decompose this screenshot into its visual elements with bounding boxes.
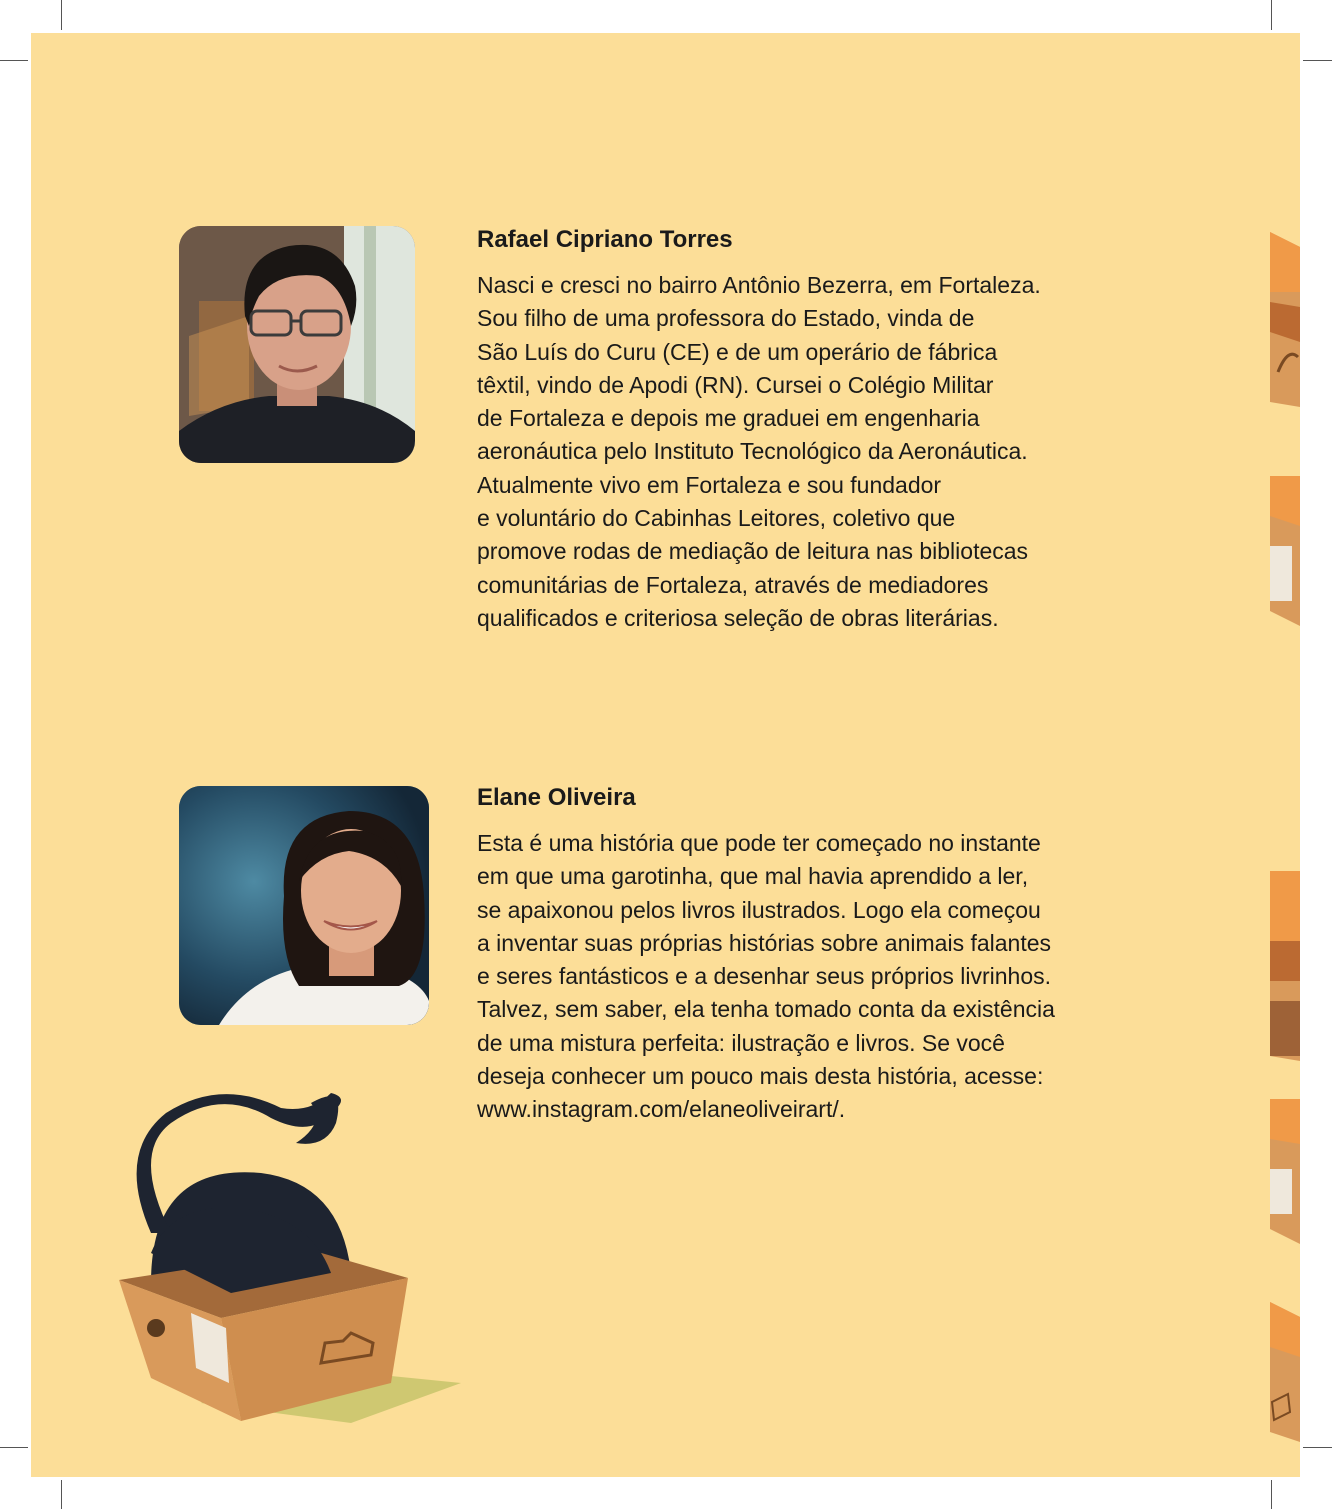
author-name: Rafael Cipriano Torres [477,226,733,253]
bio-line: Esta é uma história que pode ter começado no instante [477,830,1041,856]
bio-line: de uma mistura perfeita: ilustração e livros. Se você [477,1029,1005,1056]
bio-line: de Fortaleza e depois me graduei em engenharia [477,405,980,432]
box-fragment-icon [1270,871,1300,1061]
author-portrait-man-icon [179,226,415,463]
author-bio [477,827,1117,1127]
bio-line: Sou filho de uma professora do Estado, vinda de [477,305,975,332]
bio-line: aeronáutica pelo Instituto Tecnológico da Aeronáutica. [477,438,1028,465]
bio-line: São Luís do Curu (CE) e de um operário de fábrica [477,338,998,365]
author-bio-block [477,783,1117,1127]
bio-line: comunitárias de Fortaleza, através de mediadores [477,571,989,598]
crop-mark [1271,0,1272,30]
box-fragment-icon [1270,232,1300,407]
bio-line: em que uma garotinha, que mal havia aprendido a ler, [477,863,1029,890]
bio-line: têxtil, vindo de Apodi (RN). Cursei o Colégio Militar [477,371,994,398]
bio-line: qualificados e criteriosa seleção de obras literárias. [477,604,999,631]
crop-mark [0,60,28,61]
box-fragment-icon [1270,476,1300,626]
author-name: Elane Oliveira [477,784,636,811]
page [31,33,1300,1477]
crop-mark [1303,60,1332,61]
crop-mark [61,1480,62,1509]
bio-line: deseja conhecer um pouco mais desta história, acesse: [477,1063,1044,1090]
bio-line: a inventar suas próprias histórias sobre animais falantes [477,929,1052,956]
crop-mark [61,0,62,30]
bio-line: Nasci e cresci no bairro Antônio Bezerra, em Fortaleza. [477,272,1041,298]
box-fragment-icon [1270,1099,1300,1244]
crop-mark [1303,1447,1332,1448]
box-fragment-icon [1270,1302,1300,1442]
bio-line: Atualmente vivo em Fortaleza e sou fundador [477,471,942,498]
bio-line: e voluntário do Cabinhas Leitores, coletivo que [477,505,956,532]
cat-in-box-icon [111,1093,471,1433]
author-portrait-woman-icon [179,786,429,1025]
bio-line: promove rodas de mediação de leitura nas bibliotecas [477,538,1029,565]
bio-line: Talvez, sem saber, ela tenha tomado conta da existência [477,996,1055,1023]
crop-mark [1271,1480,1272,1509]
author-bio-block [477,225,1117,635]
author-photo-elane [179,786,429,1025]
author-photo-rafael [179,226,415,463]
bio-line: e seres fantásticos e a desenhar seus próprios livrinhos. [477,963,1052,990]
author-bio [477,269,1117,635]
crop-mark [0,1447,28,1448]
instagram-link[interactable]: www.instagram.com/elaneoliveirart/. [477,1096,846,1123]
bio-line: se apaixonou pelos livros ilustrados. Logo ela começou [477,896,1041,923]
